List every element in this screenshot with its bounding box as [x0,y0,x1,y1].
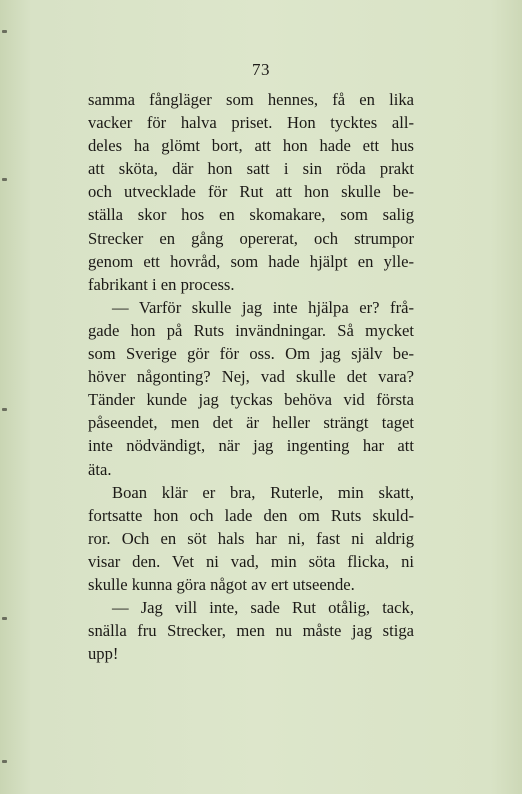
paragraph [88,88,414,296]
margin-mark [2,617,7,620]
text-line: Strecker en gång opererat, och strumpor [88,228,414,248]
margin-mark [2,30,7,33]
margin-mark [2,760,7,763]
text-line: upp! [88,644,119,664]
page-number: 73 [252,60,270,79]
text-line: att sköta, där hon satt i sin röda prakt [88,159,414,179]
text-line: äta. [88,459,112,479]
text-line: — Jag vill inte, sade Rut otålig, tack, [112,598,414,618]
text-line: och utvecklade för Rut att hon skulle be- [88,182,414,202]
text-line: Tänder kunde jag tyckas behöva vid första [88,390,414,410]
text-line: fortsatte hon och lade den om Ruts skuld- [88,505,414,525]
text-line: ror. Och en söt hals har ni, fast ni aldrig [88,528,414,548]
text-line: som Sverige gör för oss. Om jag själv be- [88,344,414,364]
body-text [88,88,414,665]
paragraph [88,296,414,481]
paragraph [88,596,414,665]
text-line: vacker för halva priset. Hon tycktes all- [88,113,414,133]
text-line: samma fångläger som hennes, få en lika [88,90,414,109]
text-line: påseendet, men det är heller strängt taget [88,413,414,433]
text-line: snälla fru Strecker, men nu måste jag stiga [88,621,414,641]
text-line: — Varför skulle jag inte hjälpa er? frå- [112,297,414,317]
text-line: höver någonting? Nej, vad skulle det vara? [88,367,414,387]
text-line: ställa skor hos en skomakare, som salig [88,205,414,225]
margin-mark [2,408,7,411]
text-line: visar den. Vet ni vad, min söta flicka, ni [88,551,414,571]
text-line: deles ha glömt bort, att hon hade ett hus [88,136,414,156]
text-line: Boan klär er bra, Ruterle, min skatt, [112,482,414,502]
text-line: inte nödvändigt, när jag ingenting har att [88,436,414,456]
text-line: fabrikant i en process. [88,274,235,294]
margin-mark [2,178,7,181]
text-line: genom ett hovråd, som hade hjälpt en ylle- [88,251,414,271]
paragraph [88,481,414,596]
text-line: gade hon på Ruts invändningar. Så mycket [88,320,414,340]
text-line: skulle kunna göra något av ert utseende. [88,574,355,594]
